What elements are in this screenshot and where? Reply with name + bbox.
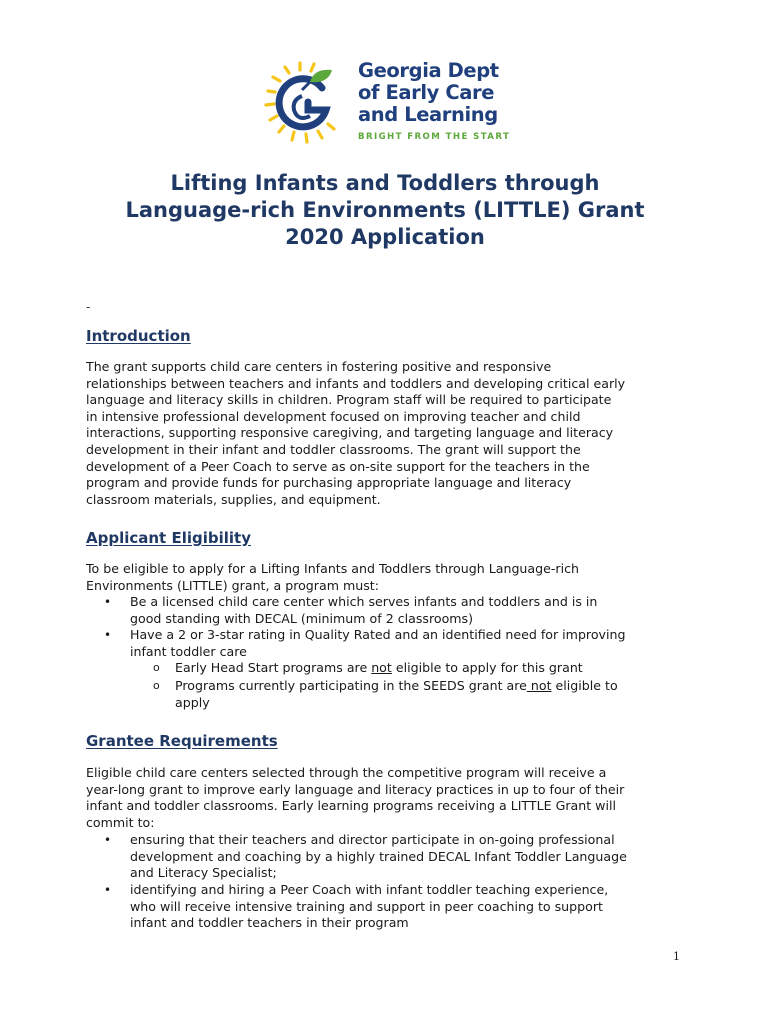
bullet-line: who will receive intensive training and support in peer coaching to support [130,898,603,914]
underlined-not: not [371,660,392,675]
intro-line: classroom materials, supplies, and equipment. [86,491,381,507]
bullet-line: identifying and hiring a Peer Coach with infant toddler teaching experience, [130,882,609,897]
eligibility-intro [86,561,686,594]
requirements-line: year-long grant to improve early language and literacy practices in up to four of their [86,781,625,797]
eligibility-heading: Applicant Eligibility [86,529,251,547]
logo-line-3: and Learning [358,103,498,126]
intro-line: program and provide funds for purchasing appropriate language and literacy [86,475,572,491]
bullet-icon: • [104,628,112,642]
bullet-line: Be a licensed child care center which serves infants and toddlers and is in [130,594,598,609]
decal-logo [262,60,512,150]
requirements-line: Eligible child care centers selected through the competitive program will receive a [86,765,607,780]
sub-bullet-icon: o [153,679,160,692]
intro-line: interactions, supporting responsive caregiving, and targeting language and literacy [86,425,614,441]
eligibility-sub-bullet-1 [175,660,583,677]
bullet-line: infant toddler care [130,643,247,659]
requirements-bullet-1 [130,832,627,882]
logo-tagline: BRIGHT FROM THE START [358,132,511,142]
sun-apple-logo-icon [262,60,354,150]
document-title [0,170,770,251]
eligibility-sub-bullet-2 [175,678,618,711]
underlined-not: not [526,678,552,693]
title-line-2: Language-rich Environments (LITTLE) Grant [125,198,645,222]
sub-bullet-icon: o [153,661,160,674]
bullet-line: development and coaching by a highly trained DECAL Infant Toddler Language [130,848,627,864]
intro-line: relationships between teachers and infants and toddlers and developing critical early [86,375,626,391]
requirements-bullet-2 [130,882,608,932]
eligibility-bullet-2 [130,627,625,660]
sub-text: apply [175,694,210,710]
bullet-line: Have a 2 or 3-star rating in Quality Rated and an identified need for improving [130,627,626,642]
title-line-3: 2020 Application [285,225,485,249]
sub-text: eligible to apply for this grant [391,660,583,675]
introduction-paragraph [86,359,686,508]
bullet-line: infant and toddler teachers in their program [130,915,409,931]
sub-text: eligible to [551,678,618,693]
intro-line: development in their infant and toddler classrooms. The grant will support the [86,441,581,457]
bullet-icon: • [104,883,112,897]
title-line-1: Lifting Infants and Toddlers through [170,171,600,195]
bullet-line: good standing with DECAL (minimum of 2 classrooms) [130,610,474,626]
requirements-line: infant and toddler classrooms. Early learning programs receiving a LITTLE Grant will [86,798,616,814]
requirements-heading: Grantee Requirements [86,732,278,750]
bullet-icon: • [104,833,112,847]
eligibility-bullet-1 [130,594,597,627]
requirements-intro [86,765,686,831]
requirements-line: commit to: [86,814,155,830]
sub-text: Early Head Start programs are [175,660,372,675]
eligibility-intro-line: Environments (LITTLE) grant, a program must: [86,577,379,593]
intro-line: language and literacy skills in children. Program staff will be required to participate [86,392,612,408]
intro-line: in intensive professional development focused on improving teacher and child [86,408,581,424]
logo-line-2: of Early Care [358,81,495,104]
stray-dash: - [86,300,91,314]
logo-line-1: Georgia Dept [358,59,499,82]
bullet-line: ensuring that their teachers and director participate in on-going professional [130,832,615,847]
bullet-icon: • [104,595,112,609]
introduction-heading: Introduction [86,327,191,345]
intro-line: The grant supports child care centers in fostering positive and responsive [86,359,552,374]
page-number: 1 [673,950,680,963]
eligibility-intro-line: To be eligible to apply for a Lifting Infants and Toddlers through Language-rich [86,561,580,576]
bullet-line: and Literacy Specialist; [130,865,277,881]
sub-text: Programs currently participating in the SEEDS grant are [175,678,527,693]
intro-line: development of a Peer Coach to serve as on-site support for the teachers in the [86,458,590,474]
logo-wordmark [358,60,510,142]
